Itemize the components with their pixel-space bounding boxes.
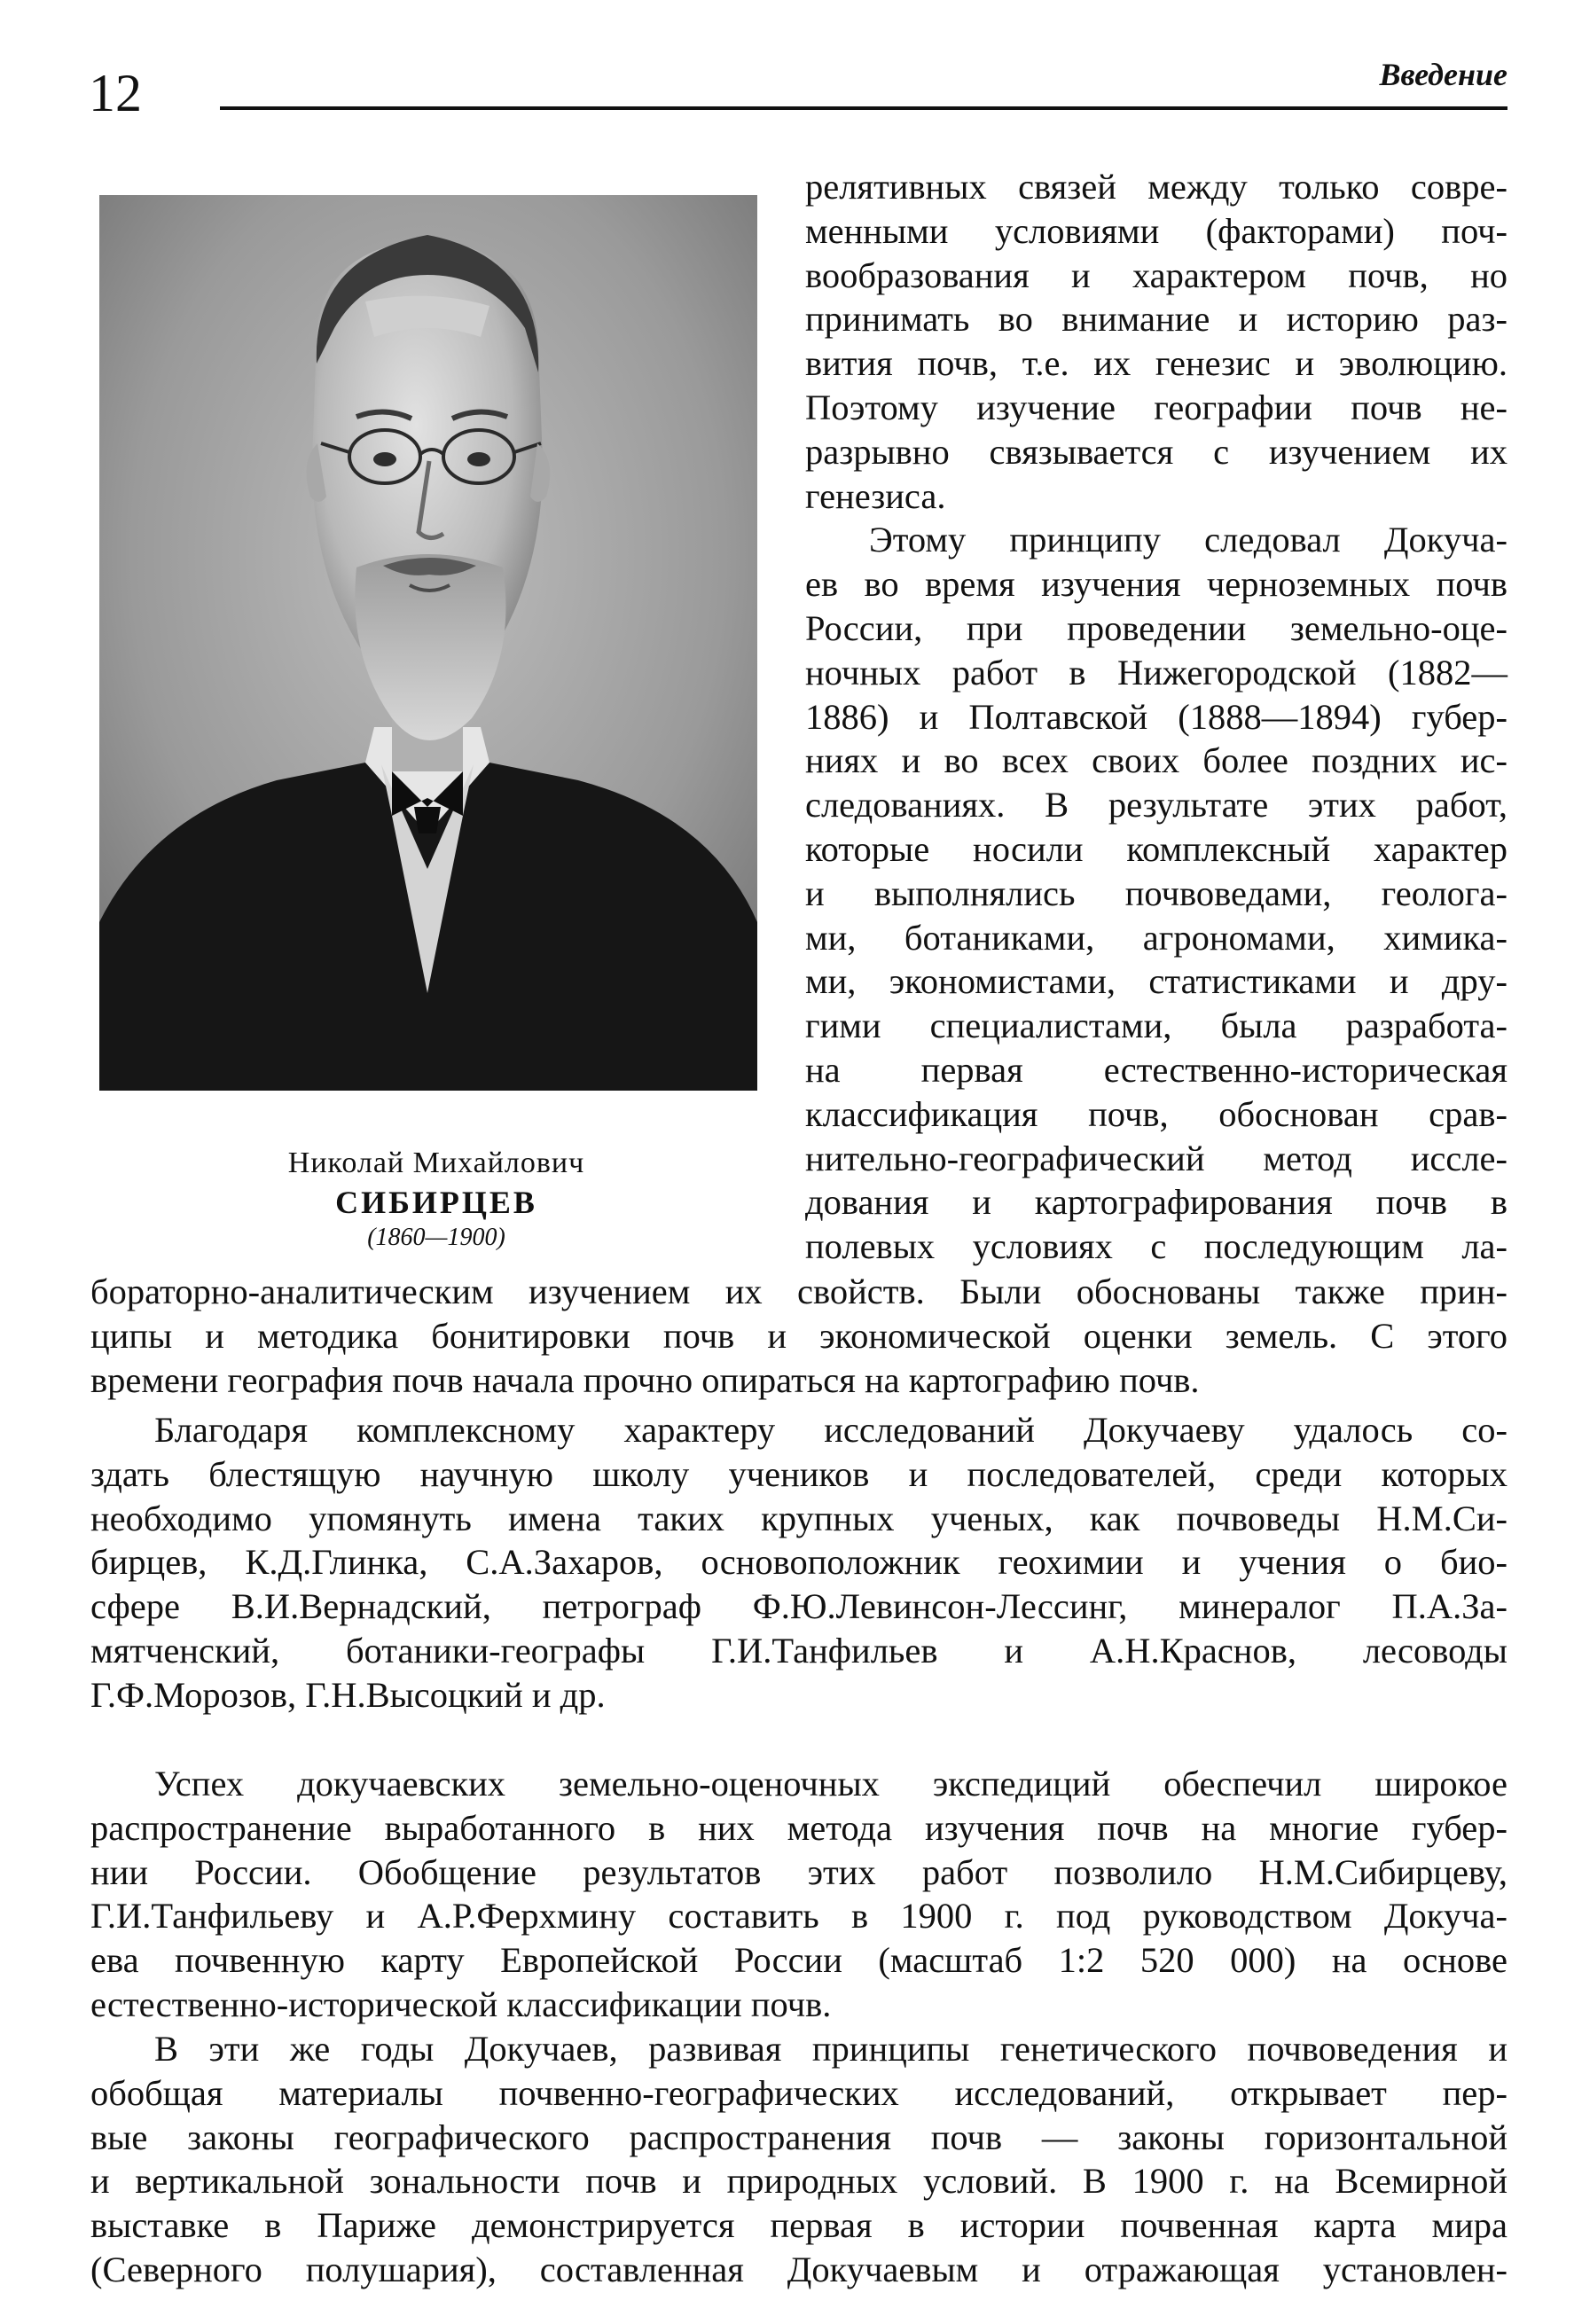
text-line: обобщая материалы почвенно-географических исследований, открывает пер- (90, 2072, 1507, 2113)
text-line: Благодаря комплексному характеру исследований Докучаеву удалось со- (154, 1410, 1507, 1450)
text-line: Этому принципу следовал Докуча- (869, 520, 1507, 560)
text-line: генезиса. (805, 475, 946, 516)
text-line: здать блестящую научную школу учеников и последователей, среди которых (90, 1453, 1507, 1494)
text-line: полевых условиях с последующим ла- (805, 1226, 1507, 1267)
text-line: Поэтому изучение географии почв не- (805, 387, 1507, 427)
text-line: ев во время изучения черноземных почв (805, 564, 1507, 605)
body-paragraph (90, 2027, 1507, 2292)
text-line: ми, экономистами, статистиками и дру- (805, 961, 1507, 1002)
page-number: 12 (89, 64, 142, 122)
text-line: 1886) и Полтавской (1888—1894) губер- (805, 696, 1507, 737)
text-line: ципы и методика бонитировки почв и экономической оценки земель. С этого (90, 1315, 1507, 1356)
text-line: менными условиями (факторами) поч- (805, 210, 1507, 251)
text-line: разрывно связывается с изучением их (805, 431, 1507, 472)
caption-years: (1860—1900) (367, 1224, 505, 1251)
text-line: дования и картографирования почв в (805, 1182, 1507, 1223)
text-line: классификация почв, обоснован срав- (805, 1093, 1507, 1134)
portrait-photo (99, 195, 757, 1091)
text-line: ночных работ в Нижегородской (1882— (805, 652, 1507, 693)
text-line: сфере В.И.Вернадский, петрограф Ф.Ю.Левинсон-Лессинг, минералог П.А.За- (90, 1586, 1507, 1627)
text-line: которые носили комплексный характер (805, 828, 1507, 869)
running-head: Введение (1379, 57, 1507, 92)
text-line: и вертикальной зональности почв и природных условий. В 1900 г. на Всемирной (90, 2161, 1507, 2202)
body-paragraph (90, 1762, 1507, 2027)
text-line: бирцев, К.Д.Глинка, С.А.Захаров, основоположник геохимии и учения о био- (90, 1542, 1507, 1583)
header-rule (220, 106, 1507, 110)
text-line: и выполнялись почвоведами, геолога- (805, 872, 1507, 913)
text-line: выставке в Париже демонстрируется первая в истории почвенная карта мира (90, 2205, 1507, 2246)
caption-surname: СИБИРЦЕВ (335, 1185, 537, 1220)
text-line: бораторно-аналитическим изучением их свойств. Были обоснованы также прин- (90, 1272, 1507, 1311)
text-line: естественно-исторической классификации почв. (90, 1984, 832, 2024)
text-line: следованиях. В результате этих работ, (805, 785, 1507, 826)
text-line: Г.Ф.Морозов, Г.Н.Высоцкий и др. (90, 1674, 606, 1715)
text-line: на первая естественно-историческая (805, 1049, 1507, 1090)
text-line: Г.И.Танфильеву и А.Р.Ферхмину составить в 1900 г. под руководством Докуча- (90, 1896, 1507, 1937)
text-line: гими специалистами, была разработа- (805, 1006, 1507, 1046)
text-line: России, при проведении земельно-оце- (805, 607, 1507, 648)
body-column-text (805, 165, 1507, 1269)
body-paragraph (90, 1408, 1507, 1718)
text-line: нительно-географический метод иссле- (805, 1138, 1507, 1178)
text-line: времени география почв начала прочно опираться на картографию почв. (90, 1359, 1200, 1400)
text-line: вития почв, т.е. их генезис и эволюцию. (805, 343, 1507, 384)
body-paragraph-continued (90, 1270, 1507, 1402)
text-line: ниях и во всех своих более поздних ис- (805, 740, 1507, 781)
page-header (89, 44, 1507, 124)
text-line: Успех докучаевских земельно-оценочных экспедиций обеспечил широкое (154, 1764, 1507, 1804)
figure-caption (99, 1144, 773, 1254)
text-line: вые законы географического распространения почв — законы горизонтальной (90, 2117, 1507, 2157)
text-line: принимать во внимание и историю раз- (805, 299, 1507, 340)
text-line: ми, ботаниками, агрономами, химика- (805, 917, 1507, 958)
text-line: мятченский, ботаники-географы Г.И.Танфильев и А.Н.Краснов, лесоводы (90, 1630, 1507, 1671)
text-line: релятивных связей между только совре- (805, 167, 1507, 207)
text-line: распространение выработанного в них метода изучения почв на многие губер- (90, 1807, 1507, 1848)
text-line: нии России. Обобщение результатов этих работ позволило Н.М.Сибирцеву, (90, 1851, 1507, 1892)
text-line: (Северного полушария), составленная Докучаевым и отражающая установлен- (90, 2249, 1507, 2289)
text-line: ева почвенную карту Европейской России (масштаб 1:2 520 000) на основе (90, 1940, 1507, 1981)
text-line: В эти же годы Докучаев, развивая принципы генетического почвоведения и (154, 2029, 1507, 2069)
caption-given-names: Николай Михайлович (287, 1146, 585, 1179)
text-line: вообразования и характером почв, но (805, 254, 1507, 295)
text-line: необходимо упомянуть имена таких крупных ученых, как почвоведы Н.М.Си- (90, 1498, 1507, 1538)
